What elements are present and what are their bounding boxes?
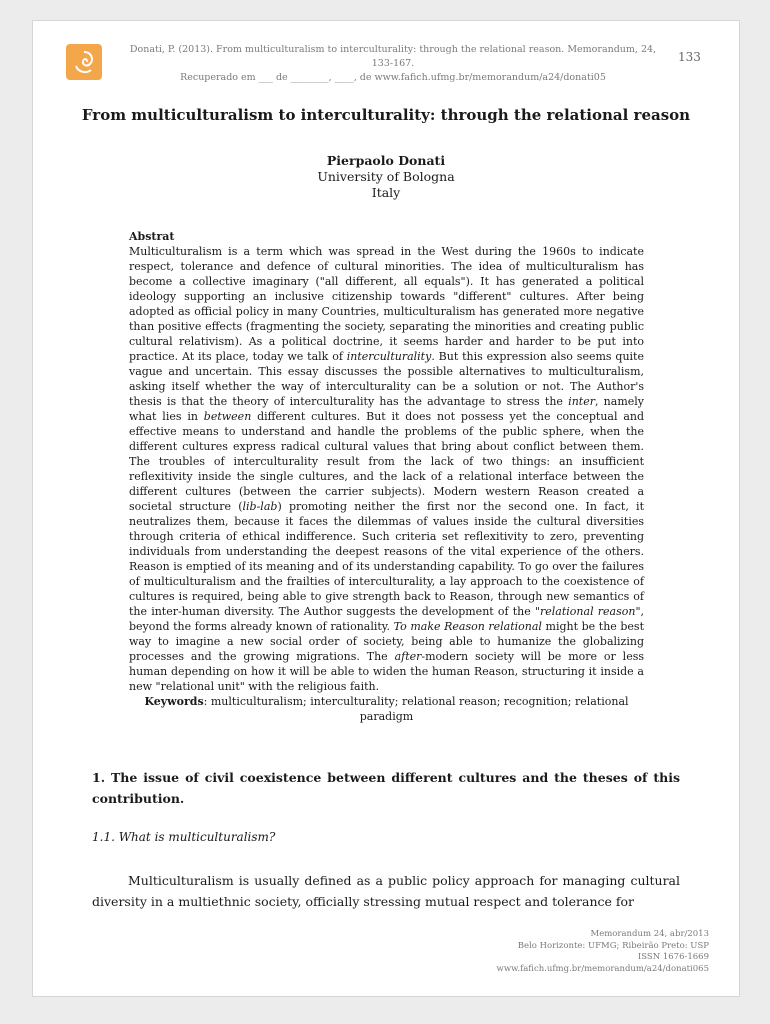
footer-line: Memorandum 24, abr/2013 <box>590 929 709 939</box>
abstract-emphasis: lib-lab <box>242 500 278 513</box>
footer-line: ISSN 1676-1669 <box>637 952 709 962</box>
abstract-emphasis: between <box>203 410 252 423</box>
keywords <box>129 694 644 724</box>
memorandum-logo-icon <box>66 44 102 80</box>
abstract-text: Multiculturalism is a term which was spread in the West during the 1960s to indicate respect, tolerance and defence of cultural minorities. The idea of multiculturalism has become a collective imaginary ("all different, all equals"). It has generated a political ideology supporting an inclusive citizenship towards "different" cultures. After being adopted as official policy in many Countries, multiculturalism has generated more negative than positive effects (fragmenting the society, separating the minorities and creating public cultural relativism). As a political doctrine, it seems harder and harder to be put into practice. At its place, today we talk of <box>129 245 644 363</box>
footer-link[interactable]: www.fafich.ufmg.br/memorandum/a24/donati065 <box>496 963 709 974</box>
subsection-heading: 1.1. What is multiculturalism? <box>92 830 276 844</box>
abstract-text: ", beyond the forms already known of rationality. <box>129 605 645 633</box>
author-block <box>33 153 739 201</box>
footer-line: Belo Horizonte: UFMG; Ribeirão Preto: USP <box>517 940 709 951</box>
abstract-emphasis: interculturality <box>346 350 432 363</box>
keywords-list: : multiculturalism; interculturality; relational reason; recognition; relational paradigm <box>203 695 629 723</box>
paper-page <box>32 20 740 997</box>
author-name: Pierpaolo Donati <box>326 153 446 168</box>
abstract-body <box>129 244 644 694</box>
citation-header <box>123 43 663 85</box>
abstract <box>129 229 644 724</box>
abstract-emphasis: To make Reason relational <box>393 620 542 633</box>
abstract-emphasis: after <box>394 650 422 663</box>
section-heading: 1. The issue of civil coexistence between different cultures and the theses of this contribution. <box>92 770 680 806</box>
page-number: 133 <box>678 50 701 64</box>
keywords-label: Keywords <box>144 695 204 708</box>
paper-title: From multiculturalism to interculturality: through the relational reason <box>81 106 691 124</box>
abstract-emphasis: relational reason <box>540 605 636 618</box>
journal-footer <box>433 929 709 975</box>
abstract-text: , namely what lies in <box>129 395 645 423</box>
abstract-text: might be the best way to imagine a new social order of society, being able to humanize the globalizing processes and the growing migrations. The <box>129 620 644 663</box>
author-institution: University of Bologna <box>317 169 455 184</box>
abstract-text: . But this expression also seems quite vague and uncertain. This essay discusses the possible alternatives to multiculturalism, asking itself whether the way of interculturality can be a solution or not. The Author's thesis is that the theory of interculturality has the advantage to stress the <box>129 350 644 408</box>
abstract-emphasis: inter <box>568 395 595 408</box>
author-country: Italy <box>371 185 401 200</box>
citation-line-2: Recuperado em ___ de ________, ____, de www.fafich.ufmg.br/memorandum/a24/donati05 <box>180 72 606 83</box>
abstract-heading: Abstrat <box>129 230 175 243</box>
abstract-text: ) promoting neither the first nor the second one. In fact, it neutralizes them, because it faces the dilemmas of values inside the cultural diversities through criteria of ethical indifference. Such criteria set reflexitivity to zero, preventing individuals from understanding the deepest reasons of the vital experience of the others. Reason is emptied of its meaning and of its understanding capability. To go over the failures of multiculturalism and the frailties of interculturality, a lay approach to the coexistence of cultures is required, being able to give strength back to Reason, through new semantics of the inter-human diversity. The Author suggests the development of the " <box>129 500 644 618</box>
abstract-text: different cultures. But it does not possess yet the conceptual and effective means to understand and handle the problems of the public sphere, when the different cultures express radical cultural values that bring about conflict between them. The troubles of interculturality result from the lack of two things: an insufficient reflexitivity inside the single cultures, and the lack of a relational interface between the different cultures (between the carrier subjects). Modern western Reason created a societal structure ( <box>129 410 645 513</box>
abstract-text: -modern society will be more or less human depending on how it will be able to widen the human Reason, structuring it inside a new "relational unit" with the religious faith. <box>129 650 644 693</box>
body-paragraph: Multiculturalism is usually defined as a public policy approach for managing cultural diversity in a multiethnic society, officially stressing mutual respect and tolerance for <box>92 873 680 909</box>
citation-line-1: Donati, P. (2013). From multiculturalism to interculturality: through the relational reason. Memorandum, 24, 133-167. <box>129 44 657 69</box>
